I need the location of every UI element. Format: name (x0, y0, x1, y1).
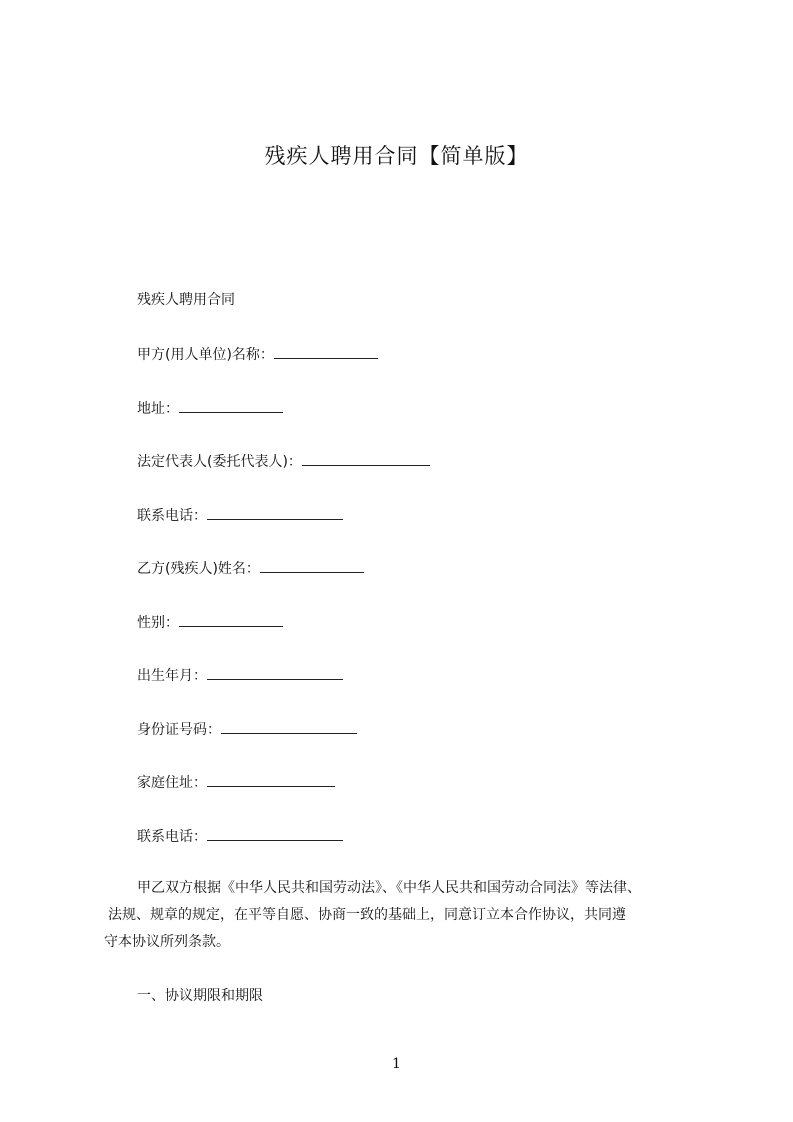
field-legal-representative (137, 451, 430, 472)
blank-line (207, 505, 343, 520)
paragraph-line: 法规、规章的规定，在平等自愿、协商一致的基础上，同意订立本合作协议，共同遵 (108, 907, 626, 923)
field-label: 家庭住址： (137, 775, 207, 791)
field-employee-name (137, 558, 364, 579)
document-subtitle: 残疾人聘用合同 (137, 292, 235, 308)
page-number: 1 (392, 1056, 401, 1072)
blank-line (302, 451, 430, 466)
field-label: 出生年月： (137, 668, 207, 684)
blank-line (274, 344, 378, 359)
blank-line (260, 558, 364, 573)
field-label: 甲方(用人单位)名称： (137, 347, 274, 363)
blank-line (179, 612, 283, 627)
field-address (137, 398, 283, 419)
field-label: 联系电话： (137, 829, 207, 845)
agreement-paragraph (104, 875, 704, 956)
field-employer-phone (137, 505, 343, 526)
field-employee-phone (137, 826, 343, 847)
paragraph-line: 甲乙双方根据《中华人民共和国劳动法》、《中华人民共和国劳动合同法》等法律、 (137, 880, 641, 896)
section-heading: 一、协议期限和期限 (137, 988, 263, 1004)
field-label: 联系电话： (137, 508, 207, 524)
field-label: 身份证号码： (137, 722, 221, 738)
field-label: 乙方(残疾人)姓名： (137, 561, 260, 577)
blank-line (221, 719, 357, 734)
paragraph-line: 守本协议所列条款。 (104, 934, 230, 950)
field-label: 性别： (137, 615, 179, 631)
blank-line (179, 398, 283, 413)
field-employer-name (137, 344, 378, 365)
field-gender (137, 612, 283, 633)
field-birth-date (137, 665, 343, 686)
blank-line (207, 665, 343, 680)
blank-line (207, 826, 343, 841)
field-label: 法定代表人(委托代表人)： (137, 454, 302, 470)
field-home-address (137, 772, 335, 793)
field-id-number (137, 719, 357, 740)
blank-line (207, 772, 335, 787)
document-title: 残疾人聘用合同【简单版】 (264, 144, 529, 168)
field-label: 地址： (137, 401, 179, 417)
